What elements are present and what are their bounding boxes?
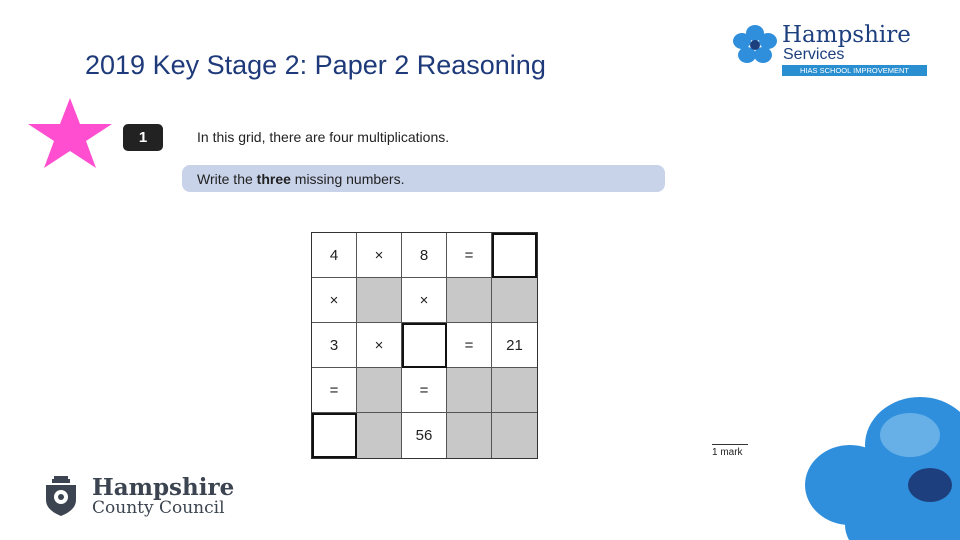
council-logo-sub: County Council — [92, 498, 225, 518]
shaded-cell — [447, 278, 492, 323]
question-text: In this grid, there are four multiplications. — [197, 129, 450, 145]
answer-box[interactable] — [492, 233, 537, 278]
flower-icon — [730, 24, 780, 66]
instruction-text — [197, 171, 404, 187]
shaded-cell — [447, 368, 492, 413]
hampshire-county-council-logo — [42, 474, 252, 520]
shaded-cell — [492, 413, 537, 458]
grid-cell: = — [447, 323, 492, 368]
grid-cell: = — [447, 233, 492, 278]
council-logo-name: Hampshire — [92, 474, 235, 501]
grid-cell: × — [312, 278, 357, 323]
instruction-part: Write the — [197, 171, 257, 187]
grid-cell: = — [312, 368, 357, 413]
instruction-emphasis: three — [256, 171, 291, 187]
hampshire-services-logo — [730, 24, 935, 80]
grid-cell: 4 — [312, 233, 357, 278]
shaded-cell — [357, 413, 402, 458]
grid-cell: = — [402, 368, 447, 413]
question-number: 1 — [123, 124, 163, 151]
mark-line — [712, 444, 748, 445]
slide-title: 2019 Key Stage 2: Paper 2 Reasoning — [85, 50, 546, 80]
grid-cell: 56 — [402, 413, 447, 458]
services-logo-name: Hampshire — [782, 22, 911, 48]
shaded-cell — [447, 413, 492, 458]
mark-label: 1 mark — [712, 447, 743, 458]
instruction-bar — [182, 165, 665, 192]
instruction-part: missing numbers. — [290, 171, 405, 187]
shaded-cell — [357, 278, 402, 323]
star-icon — [28, 98, 112, 168]
answer-box[interactable] — [402, 323, 447, 368]
grid-cell: 21 — [492, 323, 537, 368]
grid-cell: × — [357, 233, 402, 278]
grid-cell: 3 — [312, 323, 357, 368]
flower-decoration-icon — [790, 395, 960, 540]
services-logo-sub: Services — [783, 46, 845, 63]
answer-box[interactable] — [312, 413, 357, 458]
services-logo-bar: HIAS SCHOOL IMPROVEMENT — [782, 65, 927, 76]
crest-icon — [42, 476, 80, 516]
grid-cell: × — [357, 323, 402, 368]
shaded-cell — [357, 368, 402, 413]
grid-cell: × — [402, 278, 447, 323]
grid-cell: 8 — [402, 233, 447, 278]
shaded-cell — [492, 278, 537, 323]
multiplication-grid — [311, 232, 538, 459]
shaded-cell — [492, 368, 537, 413]
